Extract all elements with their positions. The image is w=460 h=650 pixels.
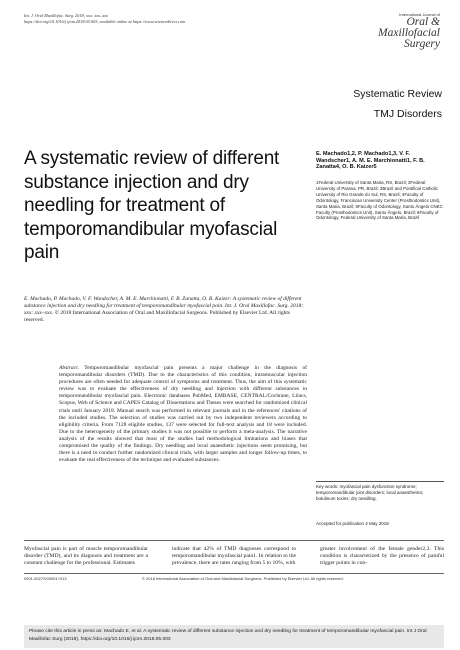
cite-notice: Please cite this article in press as: Machado E, et al. A systematic review of different substance injection and dry needling for treatment of temporomandibular myofascial pain. Int J Oral Maxillofac Surg (2018), https://doi.org/10.1016/j.ijom.2018.05.003	[24, 625, 444, 648]
body-column-2: indicate that 42% of TMD diagnoses correspond to temporomandibular myofascial pain1. In relation to the prevalence, there are rates ranging from 5 to 10%, with	[172, 546, 296, 567]
keywords: Key words: myofascial pain dysfunction syndrome; temporomandibular joint disorders; local anaesthetics; botulinum toxins; dry needling.	[316, 484, 424, 501]
section-topic: TMJ Disorders	[373, 108, 442, 120]
body-column-3: greater involvement of the female gender2,3. This condition is characterized by the presence of painful trigger points in con-	[320, 546, 444, 567]
accepted-date: Accepted for publication 4 May 2018	[316, 521, 389, 526]
journal-logo-line-2: Maxillofacial	[378, 27, 440, 39]
journal-logo	[356, 12, 440, 50]
copyright-text: © 2018 International Association of Oral and Maxillofacial Surgeons. Published by Elsevier Ltd. All rights reserved.	[142, 576, 344, 581]
section-type: Systematic Review	[353, 88, 442, 100]
abstract	[59, 365, 307, 464]
body-divider	[24, 540, 444, 541]
header-citation-line-2: https://doi.org/10.1016/j.ijom.2018.05.003, available online at https://www.sciencedirect.com	[24, 18, 186, 24]
issn: 0901-5027/000001+013	[24, 576, 67, 581]
author-list: E. Machado1,2, P. Machado1,3, V. F. Wandscher1, A. M. E. Marchionatti1, F. B. Zanatta4, O. B. Kaizer5	[316, 151, 425, 171]
affiliations: 1Federal University of Santa Maria, RS, Brazil; 2Federal University of Parana, PR, Brazil; 3Brazil and Pontifical Catholic University of Rio Grande do Sul, RS, Brazil; 4Faculty of Odontology, Franciscan University Center (Prosthodontics Unit), Santa Maria, Brazil; 5Faculty of Odontology, Santo Ângelo CNEC Faculty (Prosthodontics Unit), Santo Ângelo, Brazil; 6Faculty of Odontology, Federal University of Santa Maria, Brazil	[316, 180, 443, 221]
abstract-lead: Abstract.	[59, 365, 80, 371]
header-citation	[24, 13, 284, 24]
abstract-text: Temporomandibular myofascial pain presents a major challenge in the diagnosis of temporomandibular disorders (TMD). Due to the characteristics of this condition, intramuscular injection procedures are often needed for adequate control of symptoms and treatment. Thus, the aim of this systematic review was to evaluate the effectiveness of dry needling and injection with different substances in temporomandibular myofascial pain. Electronic databases PubMed, EMBASE, CENTRAL/Cochrane, Lilacs, Scopus, Web of Science and CAPES Catalog of Dissertations and Theses were searched for randomized clinical trials until January 2018. Manual search was performed in relevant journals and in the references' citations of the included studies. The selection of studies was carried out by two independent reviewers according to eligibility criteria. From 7128 eligible studies, 137 were selected for full-text analysis and 18 were included. Due to the heterogeneity of the primary studies it was not possible to perform a meta-analysis. The narrative analysis of the results showed that most of the studies had methodological limitations and biases that compromised the quality of the findings. Dry needling and local anaesthetic injections seem promising, but there is a need to conduct further randomized clinical trials, with larger samples and longer follow-up times, to evaluate the real effectiveness of the technique and evaluated substances.	[59, 365, 307, 464]
keywords-rule	[316, 481, 444, 482]
article-title: A systematic review of different substance injection and dry needling for treatment of temporomandibular myofascial pain	[24, 148, 280, 263]
journal-logo-line-1: Oral &	[406, 16, 440, 28]
article-citation-text: E. Machado, P. Machado, V. F. Wandscher, A. M. E. Marchionatti, F. B. Zanatta, O. B. Kaizer: A systematic review of different substance injection and dry needling for treatment of temporomandibular myofascial pain. Int. J. Oral Maxillofac. Surg. 2018; xxx: xxx–xxx.	[24, 296, 304, 316]
body-column-1: Myofascial pain is part of muscle temporomandibular disorder (TMD), and its diagnosis and treatment are a constant challenge for the professional. Estimates	[24, 546, 148, 567]
journal-logo-small: International Journal of	[399, 12, 440, 17]
header-citation-line-1: Int. J. Oral Maxillofac. Surg. 2018; xxx: xxx–xxx	[24, 13, 108, 18]
footer-divider	[24, 573, 444, 574]
article-citation	[24, 296, 306, 324]
article-copyright: © 2018 International Association of Oral and Maxillofacial Surgeons. Published by Elsevier Ltd. All rights reserved.	[24, 310, 291, 323]
journal-logo-line-3: Surgery	[404, 38, 440, 50]
